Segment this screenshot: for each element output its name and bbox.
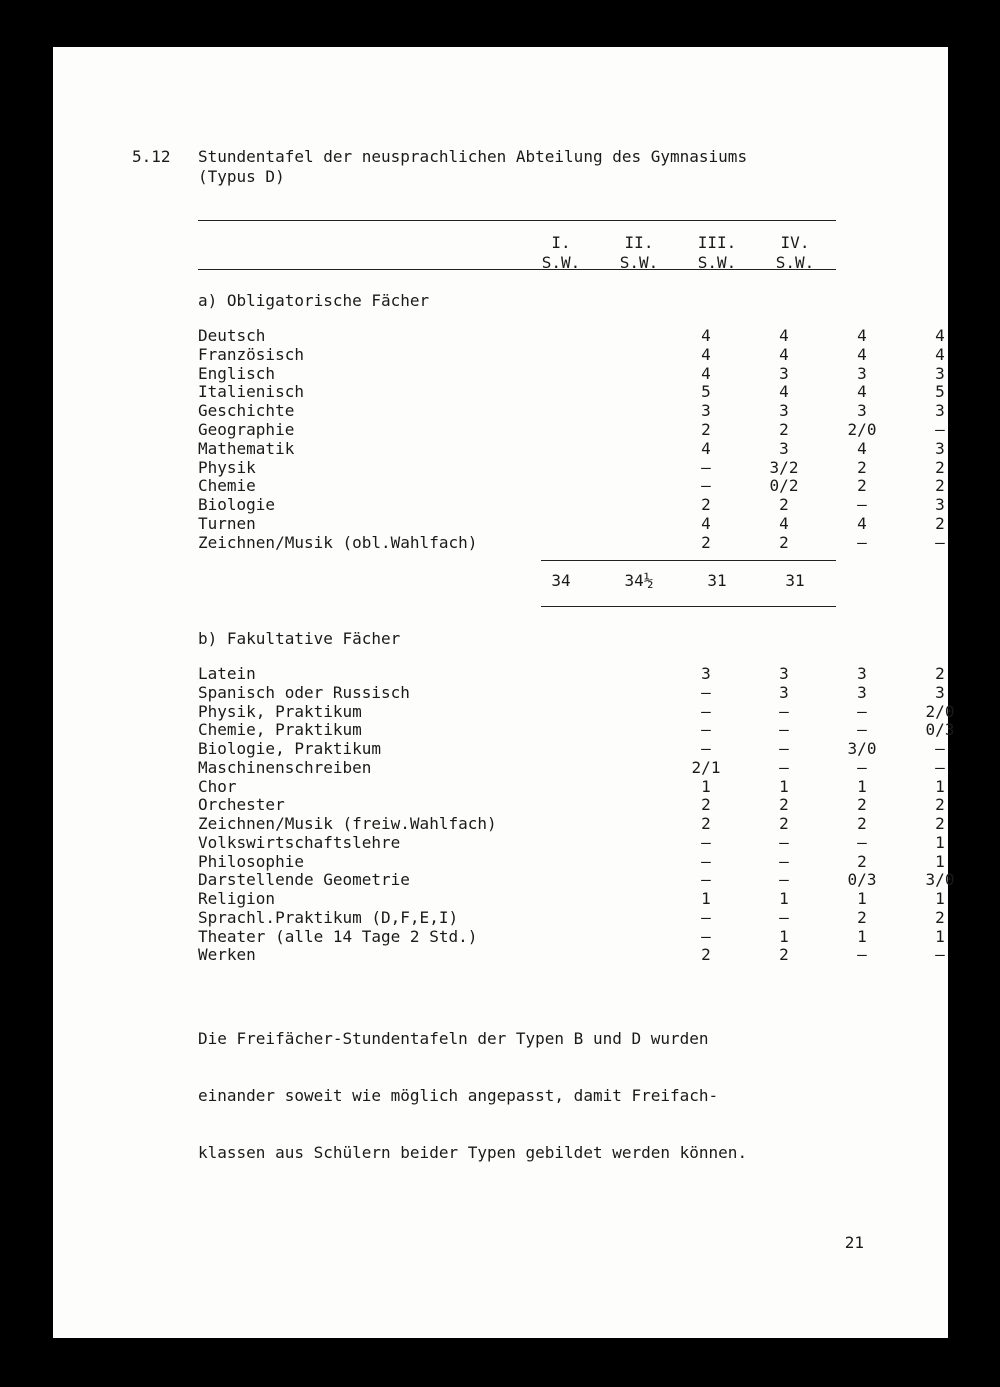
table-row (198, 420, 945, 440)
total-col-3: 31 (707, 571, 727, 590)
hours-cell: – (935, 532, 945, 552)
hours-cell: – (857, 720, 867, 740)
page-title: Stundentafel der neusprachlichen Abteilung des Gymnasiums (198, 147, 748, 166)
hours-cell: – (935, 739, 945, 758)
total-col-4: 31 (785, 571, 805, 590)
hours-cell: 4 (779, 344, 789, 364)
column-header-4: IV. S.W. (775, 233, 815, 272)
hours-cell: 2 (857, 457, 867, 477)
hours-cell: 2/0 (925, 701, 955, 721)
hours-cell: 2 (701, 495, 711, 515)
subject-name: Chemie, Praktikum (198, 720, 362, 740)
subject-name: Turnen (198, 514, 256, 533)
hours-cell: 4 (935, 326, 945, 345)
hours-cell: 4 (701, 326, 711, 345)
table-row (198, 832, 945, 853)
column-header-2: II. S.W. (619, 233, 659, 272)
hours-cell: 2 (779, 945, 789, 965)
hours-cell: 2 (779, 814, 789, 833)
subject-name: Werken (198, 945, 256, 965)
total-col-1: 34 (551, 571, 571, 590)
hours-cell: 3 (857, 664, 867, 683)
hours-cell: 3 (701, 664, 711, 683)
hours-cell: – (701, 701, 711, 721)
hours-cell: 4 (779, 326, 789, 345)
subject-name: Biologie (198, 495, 276, 515)
hours-cell: 4 (701, 438, 711, 458)
subject-name: Geographie (198, 420, 295, 439)
hours-cell: 2 (935, 664, 945, 683)
table-row (198, 814, 945, 834)
subject-name: Orchester (198, 795, 285, 815)
hours-cell: – (701, 720, 711, 740)
hours-cell: 3 (701, 401, 711, 421)
hours-cell: – (857, 832, 867, 852)
table-row (198, 870, 955, 890)
hours-cell: 4 (857, 438, 867, 458)
hours-cell: – (779, 870, 789, 890)
hours-cell: – (701, 907, 711, 927)
table-row (198, 795, 945, 815)
table-row (198, 907, 945, 928)
hours-cell: – (701, 476, 711, 496)
hours-cell: 4 (701, 514, 711, 533)
hours-cell: 5 (935, 382, 945, 402)
table-row (198, 326, 945, 346)
subject-name: Sprachl.Praktikum (D,F,E,I) (198, 907, 459, 927)
table-row (198, 476, 945, 496)
subject-name: Physik (198, 457, 256, 477)
hours-cell: – (935, 945, 945, 965)
subject-name: Theater (alle 14 Tage 2 Std.) (198, 926, 478, 946)
section-a-label: a) Obligatorische Fächer (198, 291, 430, 310)
hours-cell: 1 (935, 776, 945, 796)
hours-cell: 4 (935, 344, 945, 364)
hours-cell: 2 (701, 795, 711, 815)
table-row (198, 382, 945, 402)
hours-cell: 0/2 (769, 476, 799, 496)
subject-name: Chemie (198, 476, 256, 496)
hours-cell: 2 (857, 851, 867, 871)
hours-cell: 4 (701, 344, 711, 364)
subject-name: Darstellende Geometrie (198, 870, 410, 890)
table-row (198, 532, 945, 553)
section-b-label: b) Fakultative Fächer (198, 629, 401, 648)
hours-cell: 2 (935, 514, 945, 533)
subject-name: Maschinenschreiben (198, 757, 372, 777)
hours-cell: 1 (935, 889, 945, 908)
table-row (198, 720, 955, 740)
table-row (198, 926, 945, 947)
subject-name: Spanisch oder Russisch (198, 682, 410, 702)
hours-cell: 3 (935, 495, 945, 515)
subject-name: Philosophie (198, 851, 304, 871)
hours-cell: – (779, 757, 789, 777)
table-row (198, 363, 945, 384)
hours-cell: 4 (701, 363, 711, 383)
hours-cell: 3/2 (769, 457, 799, 477)
hours-cell: 2 (701, 945, 711, 965)
document-page (53, 47, 955, 1338)
hours-cell: – (935, 420, 945, 439)
subject-name: Religion (198, 889, 276, 908)
hours-cell: 2 (935, 457, 945, 477)
subject-name: Zeichnen/Musik (obl.Wahlfach) (198, 532, 478, 552)
table-row (198, 401, 945, 421)
hours-cell: 4 (779, 514, 789, 533)
hours-cell: 5 (701, 382, 711, 402)
table-row (198, 739, 945, 759)
hours-cell: 2 (857, 907, 867, 927)
subject-name: Deutsch (198, 326, 266, 345)
hours-cell: 4 (857, 326, 867, 345)
hours-cell: 2 (935, 907, 945, 927)
hours-cell: 4 (857, 382, 867, 402)
subject-name: Chor (198, 776, 237, 796)
table-row (198, 776, 945, 797)
hours-cell: 2 (701, 420, 711, 439)
hours-cell: 3 (779, 401, 789, 421)
totals-top-rule (541, 560, 836, 561)
footnote: Die Freifächer-Stundentafeln der Typen B und D wurden einander soweit wie möglich angepasst, damit Freifach- klassen aus Schülern beider Typen gebildet werden können. (198, 1029, 748, 1162)
hours-cell: 1 (935, 926, 945, 946)
hours-cell: 3 (935, 401, 945, 421)
hours-cell: 2 (935, 476, 945, 496)
hours-cell: 4 (857, 514, 867, 533)
hours-cell: 1 (779, 889, 789, 908)
hours-cell: 1 (779, 926, 789, 946)
page-number: 21 (844, 1233, 864, 1252)
subject-name: Englisch (198, 363, 276, 383)
hours-cell: 0/3 (925, 720, 955, 740)
hours-cell: 1 (779, 776, 789, 796)
table-row (198, 851, 945, 872)
hours-cell: 3 (935, 438, 945, 458)
subject-name: Biologie, Praktikum (198, 739, 382, 758)
hours-cell: – (701, 870, 711, 890)
hours-cell: 4 (857, 344, 867, 364)
hours-cell: 3 (779, 363, 789, 383)
hours-cell: – (701, 682, 711, 702)
hours-cell: 1 (935, 832, 945, 852)
table-row (198, 514, 945, 534)
hours-cell: – (779, 720, 789, 740)
subject-name: Italienisch (198, 382, 304, 402)
hours-cell: 3 (857, 363, 867, 383)
hours-cell: – (779, 832, 789, 852)
table-row (198, 438, 945, 459)
table-row (198, 682, 945, 703)
hours-cell: – (935, 757, 945, 777)
hours-cell: 1 (857, 926, 867, 946)
table-row (198, 701, 955, 722)
hours-cell: 1 (701, 889, 711, 908)
hours-cell: 3/0 (925, 870, 955, 890)
subject-name: Latein (198, 664, 256, 683)
table-row (198, 495, 945, 515)
hours-cell: 2 (857, 795, 867, 815)
hours-cell: 0/3 (847, 870, 877, 890)
hours-cell: 2 (857, 476, 867, 496)
page-subtitle: (Typus D) (198, 167, 285, 186)
hours-cell: 2 (779, 495, 789, 515)
hours-cell: 3 (857, 682, 867, 702)
hours-cell: 2 (935, 795, 945, 815)
total-col-2: 34½ (624, 571, 654, 590)
hours-cell: 3 (935, 682, 945, 702)
hours-cell: 3 (935, 363, 945, 383)
hours-cell: 1 (701, 776, 711, 796)
subject-name: Geschichte (198, 401, 295, 421)
subject-name: Französisch (198, 344, 304, 364)
hours-cell: – (857, 495, 867, 515)
table-row (198, 945, 945, 965)
hours-cell: – (857, 757, 867, 777)
hours-cell: – (857, 532, 867, 552)
subject-name: Physik, Praktikum (198, 701, 362, 721)
hours-cell: 2/1 (691, 757, 721, 777)
table-row (198, 344, 945, 365)
table-top-rule (198, 220, 836, 221)
hours-cell: – (701, 851, 711, 871)
hours-cell: 4 (779, 382, 789, 402)
subject-name: Zeichnen/Musik (freiw.Wahlfach) (198, 814, 497, 833)
hours-cell: – (701, 926, 711, 946)
hours-cell: – (779, 739, 789, 758)
hours-cell: – (857, 945, 867, 965)
hours-cell: 3/0 (847, 739, 877, 758)
table-row (198, 757, 945, 778)
subject-name: Volkswirtschaftslehre (198, 832, 401, 852)
hours-cell: – (779, 701, 789, 721)
hours-cell: 3 (779, 664, 789, 683)
column-header-1: I. S.W. (541, 233, 581, 272)
hours-cell: 1 (935, 851, 945, 871)
subject-name: Mathematik (198, 438, 295, 458)
hours-cell: 3 (779, 438, 789, 458)
hours-cell: 2 (701, 532, 711, 552)
hours-cell: – (701, 457, 711, 477)
hours-cell: – (701, 739, 711, 758)
section-number: 5.12 (132, 147, 171, 166)
hours-cell: 3 (779, 682, 789, 702)
hours-cell: 1 (857, 889, 867, 908)
hours-cell: 2 (779, 795, 789, 815)
hours-cell: – (779, 907, 789, 927)
totals-bottom-rule (541, 606, 836, 607)
hours-cell: 2 (857, 814, 867, 833)
hours-cell: 2 (701, 814, 711, 833)
header-rule (198, 269, 836, 270)
column-header-3: III. S.W. (697, 233, 737, 272)
hours-cell: – (857, 701, 867, 721)
hours-cell: – (779, 851, 789, 871)
hours-cell: – (701, 832, 711, 852)
hours-cell: 2 (935, 814, 945, 833)
table-row (198, 664, 945, 684)
table-row (198, 889, 945, 909)
table-row (198, 457, 945, 478)
hours-cell: 3 (857, 401, 867, 421)
hours-cell: 2 (779, 420, 789, 439)
hours-cell: 2/0 (847, 420, 877, 439)
hours-cell: 2 (779, 532, 789, 552)
hours-cell: 1 (857, 776, 867, 796)
